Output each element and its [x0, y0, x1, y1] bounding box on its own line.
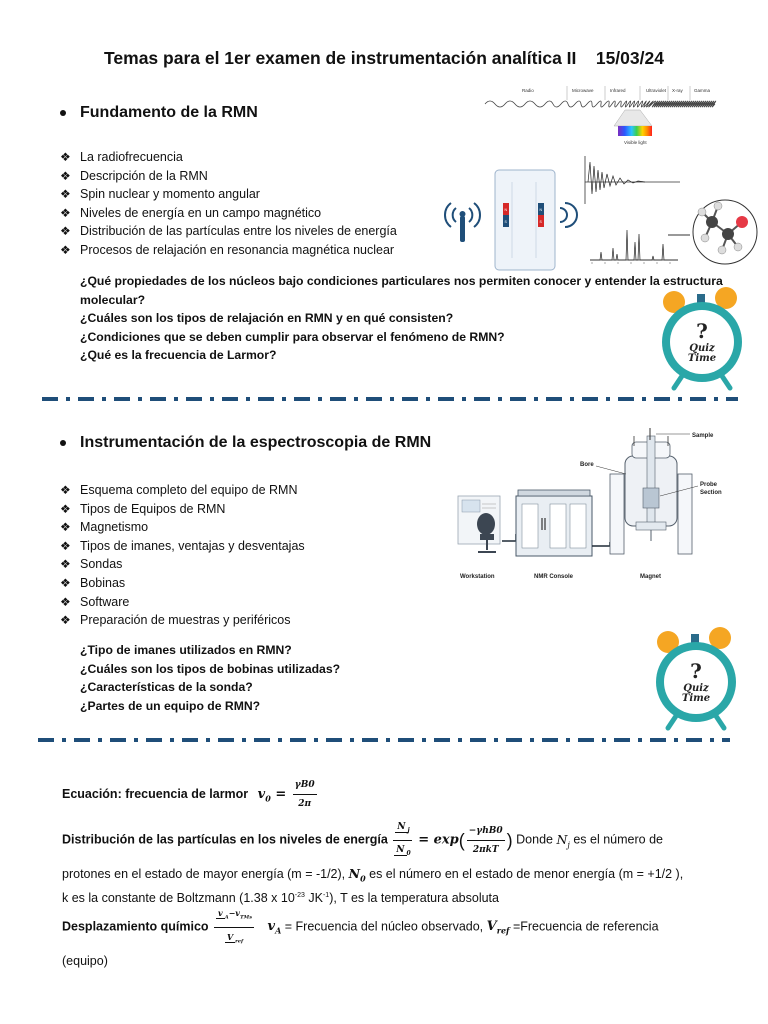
- diamond-bullet-icon: ❖: [60, 187, 71, 202]
- larmor-label: Ecuación: frecuencia de larmor: [62, 786, 249, 801]
- diamond-bullet-icon: ❖: [60, 613, 71, 628]
- spectrum-label: Infrared: [610, 88, 626, 93]
- list-item: ❖ La radiofrecuencia: [60, 148, 440, 167]
- boltzmann-exponent-fraction: $\frac{\text{−γhB0}}{\text{2πkT}}$: [467, 822, 505, 859]
- quiz-label: Quiz: [689, 343, 715, 354]
- nmr-equipment-diagram: [450, 426, 740, 586]
- spectrum-label: X-ray: [672, 88, 683, 93]
- question-text: ¿Cuáles son los tipos de bobinas utilizadas?: [80, 661, 341, 676]
- spectrum-label: Radio: [522, 88, 534, 93]
- list-item: ❖ Sondas: [60, 555, 360, 574]
- section-heading-text: Instrumentación de la espectroscopia de RMN: [80, 434, 432, 451]
- spectrum-label: Microwave: [572, 88, 594, 93]
- quiz-label: Time: [687, 353, 717, 364]
- chemical-shift-label: Desplazamiento químico: [62, 919, 209, 934]
- nmr-fundamentals-illustration: [440, 82, 760, 282]
- list-item: ❖ Preparación de muestras y periféricos: [60, 611, 360, 630]
- diamond-bullet-icon: ❖: [60, 520, 71, 535]
- magnet-box-graphic: [495, 170, 577, 270]
- magnet-label: Magnet: [640, 574, 661, 580]
- distribution-equation-block: Distribución de las partículas en los niveles de energía $\frac{N _j}{N _0}$ = exp( $\frac{\text{−γhB0}}{\text{2πkT}}$ ) Donde $N_j$ es el número de protones en el estado de mayor energía (m = -1/2), $N_0$ es el número en el estado de menor energía (m = +1/2 ), k es la constante de Boltzmann (1.38 x $10^{-23}$ $JK^{-1}$), T es la temperatura absoluta: [62, 818, 752, 907]
- list-item: ❖ Distribución de las partículas entre los niveles de energía: [60, 222, 440, 241]
- magnet-pole-label: S: [504, 220, 507, 224]
- question-text: ¿Tipo de imanes utilizados en RMN?: [80, 643, 292, 657]
- quiz-question-mark: ?: [690, 659, 702, 683]
- magnet-pole-label: S: [539, 220, 542, 224]
- console-label: NMR Console: [534, 574, 573, 580]
- question-text: ¿Cuáles son los tipos de relajación en RMN y en qué consisten?: [80, 311, 454, 325]
- list-item: ❖ Procesos de relajación en resonancia magnética nuclear: [60, 241, 440, 260]
- fid-signal-graphic: [585, 156, 680, 204]
- sample-label: Sample: [692, 433, 714, 439]
- question-text: ¿Condiciones que se deben cumplir para observar el fenómeno de RMN?: [80, 329, 505, 344]
- page-title: Temas para el 1er examen de instrumentación analítica II 15/03/24: [104, 48, 664, 68]
- diamond-bullet-icon: ❖: [60, 501, 71, 516]
- quiz-question-mark: ?: [696, 319, 708, 343]
- question-text: ¿Partes de un equipo de RMN?: [80, 698, 261, 713]
- list-item: ❖ Software: [60, 593, 360, 612]
- console-graphic: [502, 490, 610, 580]
- diamond-bullet-icon: ❖: [60, 205, 71, 220]
- section-heading-instrumentacion: [60, 434, 431, 452]
- larmor-fraction: $\frac{\gamma B0}{2\pi}$: [293, 776, 317, 813]
- list-item: ❖ Descripción de la RMN: [60, 167, 440, 186]
- list-item: ❖ Esquema completo del equipo de RMN: [60, 481, 360, 500]
- diamond-bullet-icon: ❖: [60, 483, 71, 497]
- quiz-time-clock-icon: [646, 624, 746, 732]
- magnet-graphic: [580, 428, 722, 580]
- antenna-icon: [445, 203, 480, 242]
- quiz-time-clock-icon: [652, 284, 752, 392]
- diamond-bullet-icon: ❖: [60, 168, 71, 183]
- visible-light-label: Visible light: [624, 140, 647, 145]
- spectrum-label: Ultraviolet: [646, 88, 667, 93]
- quiz-label: Quiz: [683, 683, 709, 694]
- diamond-bullet-icon: ❖: [60, 557, 71, 572]
- diamond-bullet-icon: ❖: [60, 242, 71, 257]
- diamond-bullet-icon: ❖: [60, 538, 71, 553]
- larmor-equation-line: Ecuación: frecuencia de larmor $v_0$ = $\frac{\gamma B0}{2\pi}$: [62, 776, 742, 813]
- magnet-pole-label: N: [539, 208, 543, 212]
- topic-list-1: [60, 148, 440, 260]
- question-text: ¿Características de la sonda?: [80, 680, 253, 694]
- diamond-bullet-icon: ❖: [60, 575, 71, 590]
- list-item: ❖ Niveles de energía en un campo magnético: [60, 204, 440, 223]
- topic-list-2: [60, 481, 360, 630]
- quiz-label: Time: [681, 693, 711, 704]
- section-heading-text: Fundamento de la RMN: [80, 104, 258, 121]
- molecule-graphic: [668, 200, 757, 264]
- section-heading-fundamentos: [60, 104, 258, 122]
- list-item: ❖ Bobinas: [60, 574, 360, 593]
- nmr-spectrum-graphic: [590, 230, 678, 264]
- chemical-shift-block: Desplazamiento químico $\frac{v _A-v_{TMs}}{V _{ref}}$ $v_A$ = Frecuencia del núcleo observado, $V_{ref}$ =Frecuencia de referencia (equipo): [62, 904, 752, 970]
- population-ratio-fraction: $\frac{N _j}{N _0}$: [393, 818, 411, 863]
- list-item: ❖ Magnetismo: [60, 518, 360, 537]
- workstation-label: Workstation: [460, 574, 495, 580]
- bullet-dot: [60, 110, 66, 116]
- probe-label: Probe: [700, 482, 718, 488]
- spectrum-label: Gamma: [694, 88, 711, 93]
- diamond-bullet-icon: ❖: [60, 224, 71, 239]
- questions-block-2: [80, 641, 580, 715]
- list-item: ❖ Spin nuclear y momento angular: [60, 185, 440, 204]
- list-item: ❖ Tipos de imanes, ventajas y desventajas: [60, 537, 360, 556]
- bore-label: Bore: [580, 462, 594, 468]
- workstation-graphic: [458, 496, 500, 580]
- chemical-shift-fraction: $\frac{v _A-v_{TMs}}{V _{ref}}$: [214, 904, 254, 950]
- section-divider: [42, 397, 738, 401]
- chemical-shift-line2: (equipo): [62, 954, 108, 969]
- section-divider: [38, 738, 730, 742]
- diamond-bullet-icon: ❖: [60, 150, 71, 164]
- question-text: ¿Qué es la frecuencia de Larmor?: [80, 348, 277, 362]
- question-text: ¿Qué propiedades de los núcleos bajo condiciones particulares nos permiten conocer y entender la estructura molecular?: [80, 274, 723, 307]
- list-item: ❖ Tipos de Equipos de RMN: [60, 500, 360, 519]
- diamond-bullet-icon: ❖: [60, 594, 71, 609]
- magnet-pole-label: N: [504, 208, 508, 212]
- questions-block-1: [80, 272, 730, 365]
- bullet-dot: [60, 440, 66, 446]
- probe-section-label: Section: [700, 490, 722, 496]
- em-spectrum-graphic: [485, 86, 716, 145]
- distribution-label: Distribución de las partículas en los niveles de energía: [62, 832, 388, 847]
